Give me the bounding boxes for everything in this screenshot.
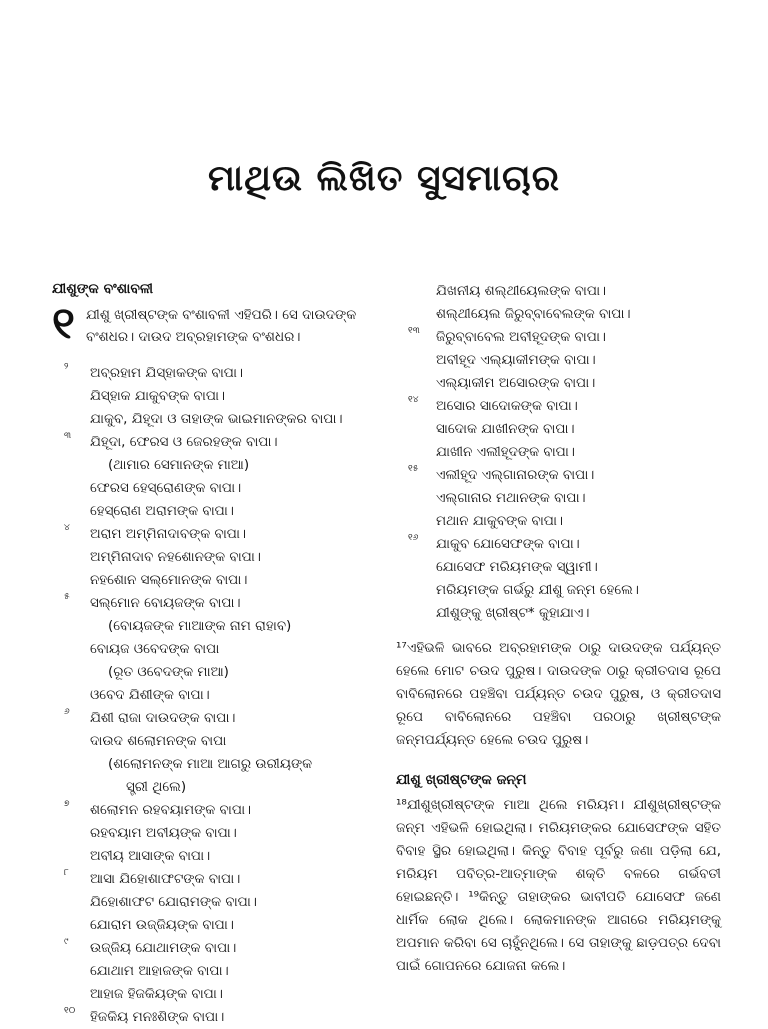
list-item [396,533,721,556]
list-item [396,441,721,464]
verse-text: ଏଲ୍ଗାନାର ମଥାନଙ୍କ ବାପା। [436,490,586,506]
verse-number: ୭ [64,799,70,809]
list-item [396,280,721,303]
verse-number: ୧୩ [408,326,420,336]
list-item [52,868,372,891]
list-item [52,385,372,408]
verse-text: ଯାକୁବ, ଯିହୂଦା ଓ ତାହାଙ୍କ ଭାଇମାନଙ୍କର ବାପା। [90,411,343,427]
verse-text: ଏଲୀହୂଦ ଏଲ୍ଗାନାରଙ୍କ ବାପା। [436,467,595,483]
list-item [52,684,372,707]
list-item [396,303,721,326]
list-item [396,395,721,418]
list-item [52,1006,372,1029]
list-item [52,638,372,661]
section-heading-birth: ଯୀଶୁ ଖ୍ରୀଷ୍ଟଙ୍କ ଜନ୍ମ [396,772,527,788]
chapter-intro-block [52,298,372,349]
verse-text: ଯିଖନୀୟ ଶଲ୍ଥୀୟେଲଙ୍କ ବାପା। [436,283,607,299]
verse-text: ଯୀଶୁଙ୍କୁ ଖ୍ରୀଷ୍ଟ* କୁହାଯାଏ। [436,605,590,621]
verse-number: ୫ [64,592,70,602]
verse-text: ଜିରୁବ୍ବାବେଲ ଅବୀହୂଦଙ୍କ ବାପା। [436,329,607,345]
verse-number: ୪ [64,523,70,533]
verse-text: ମଥାନ ଯାକୁବଙ୍କ ବାପା। [436,513,564,529]
left-column [52,280,372,1029]
list-item [396,418,721,441]
verse-text: ଯିଶୀ ରାଜା ଦାଉଦଙ୍କ ବାପା। [90,710,236,726]
list-item [52,960,372,983]
verse-text: ଯିହୂଦା, ଫେରସ ଓ ଜେରହଙ୍କ ବାପା। [90,434,278,450]
list-item [396,510,721,533]
list-item [52,776,372,799]
verse-number: ୯ [64,937,69,947]
list-item [396,487,721,510]
paragraph-verse-18-19: ¹⁸ଯୀଶୁଖ୍ରୀଷ୍ଟଙ୍କ ମାଆ ଥିଲେ ମରିୟମ। ଯୀଶୁଖ୍ରୀଷ୍ଟଙ୍କ ଜନ୍ମ ଏହିଭଳି ହୋଇଥିଲା। ମରିୟମଙ୍କର ଯୋସେଫଙ୍କ ସହିତ ବିବାହ ସ୍ଥିର ହୋଇଥିଲା। କିନ୍ତୁ ବିବାହ ପୂର୍ବରୁ ଜଣା ପଡ଼ିଲା ଯେ, ମରିୟମ ପବିତ୍ର-ଆତ୍ମାଙ୍କ ଶକ୍ତି ବଳରେ ଗର୍ଭବତୀ ହୋଇଛନ୍ତି। ¹⁹କିନ୍ତୁ ତାହାଙ୍କର ଭାବୀପତି ଯୋସେଫ ଜଣେ ଧାର୍ମିକ ଲୋକ ଥିଲେ। ଲୋକମାନଙ୍କ ଆଗରେ ମରିୟମଙ୍କୁ ଅପମାନ କରିବା ସେ ଚାହୁଁନଥିଲେ। ସେ ତାହାଙ୍କୁ ଛାଡ଼ପତ୍ର ଦେବା ପାଇଁ ଗୋପନରେ ଯୋଜନା କଲେ। [396,797,721,974]
verse-text: ଫେରସ ହେସ୍ରୋଣଙ୍କ ବାପା। [90,480,242,496]
verse-text: ରହବୟାମ ଅବୀୟଙ୍କ ବାପା। [90,825,237,841]
verse-text: ହେସ୍ରୋଣ ଅରାମଙ୍କ ବାପା। [90,503,234,519]
genealogy-list-left [52,362,372,1029]
verse-text: ଅରାମ ଅମ୍ମିନାଦାବଙ୍କ ବାପା। [90,526,247,542]
right-column [396,280,721,978]
verse-text: ସାଦୋକ ଯାଖୀନଙ୍କ ବାପା। [436,421,575,437]
verse-text: ଅବୀୟ ଆସାଙ୍କ ବାପା। [90,848,211,864]
list-item [52,937,372,960]
verse-number: ୩ [64,431,72,441]
verse-text: ଯିସ୍‌ହାକ ଯାକୁବଙ୍କ ବାପା। [90,388,226,404]
list-item [396,372,721,395]
verse-text: (ବୋୟଜଙ୍କ ମାଆଙ୍କ ନାମ ରାହାବ) [108,618,292,634]
verse-text: ଏଲ୍ୟାକୀମ ଅସୋରଙ୍କ ବାପା। [436,375,596,391]
list-item [396,349,721,372]
list-item [52,822,372,845]
verse-text: ଅବୀହୂଦ ଏଲ୍ୟାକୀମଙ୍କ ବାପା। [436,352,596,368]
chapter-number: ୧ [52,298,75,349]
list-item [396,464,721,487]
book-title: ମାଥିଉ ଲିଖିତ ସୁସମାଚାର [207,158,561,199]
list-item [52,546,372,569]
verse-text: ସଲ୍‌ମୋନ ବୋୟଜଙ୍କ ବାପା। [90,595,241,611]
verse-number: ୧୦ [64,1006,76,1016]
list-item [52,454,372,477]
verse-text: ଅମ୍ମିନାଦାବ ନହଶୋନଙ୍କ ବାପା। [90,549,261,565]
verse-number: ୬ [64,707,70,717]
list-item [396,556,721,579]
list-item [52,753,372,776]
verse-text: ଶଲ୍ଥୀୟେଲ ଜିରୁବ୍ବାବେଲଙ୍କ ବାପା। [436,306,631,322]
verse-text: ଯାକୁବ ଯୋସେଫଙ୍କ ବାପା। [436,536,580,552]
verse-text: ଯୋଥାମ ଆହାଜଙ୍କ ବାପା। [90,963,229,979]
list-item [52,730,372,753]
verse-text: ଅବ୍ରହାମ ଯିସ୍‌ହାକଙ୍କ ବାପା। [90,365,244,381]
chapter-intro-text: ଯୀଶୁ ଖ୍ରୀଷ୍ଟଙ୍କ ବଂଶାବଳୀ ଏହିପରି। ସେ ଦାଉଦଙ୍କ ବଂଶଧର। ଦାଉଦ ଅବ୍ରହାମଙ୍କ ବଂଶଧର। [86,307,357,345]
verse-text: ଆହାଜ ହିଜକିୟଙ୍କ ବାପା। [90,986,223,1002]
list-item [396,602,721,625]
verse-text: ଓବେଦ ଯିଶୀଙ୍କ ବାପା। [90,687,210,703]
verse-text: ଦାଉଦ ଶଲୋମନଙ୍କ ବାପା [90,733,227,749]
list-item [52,983,372,1006]
verse-number: ୮ [64,868,69,878]
list-item [52,845,372,868]
list-item [52,523,372,546]
verse-text: ନହଶୋନ ସଲ୍‌ମୋନଙ୍କ ବାପା। [90,572,248,588]
list-item [52,914,372,937]
verse-number: ୧୫ [408,464,419,474]
verse-text: (ଥାମାର ସେମାନଙ୍କ ମାଆ) [108,457,250,473]
list-item [52,799,372,822]
list-item [52,615,372,638]
paragraph-verse-17: ¹⁷ଏହିଭଳି ଭାବରେ ଅବ୍ରହାମଙ୍କ ଠାରୁ ଦାଉଦଙ୍କ ପର୍ଯ୍ୟନ୍ତ ହେଲେ ମୋଟ ଚଉଦ ପୁରୁଷ। ଦାଉଦଙ୍କ ଠାରୁ କ୍ରୀତଦାସ ରୂପେ ବାବିଲୋନରେ ପହଞ୍ଚିବା ପର୍ଯ୍ୟନ୍ତ ଚଉଦ ପୁରୁଷ, ଓ କ୍ରୀତଦାସ ରୂପେ ବାବିଲୋନରେ ପହଞ୍ଚିବା ପରଠାରୁ ଖ୍ରୀଷ୍ଟଙ୍କ ଜନ୍ମପର୍ଯ୍ୟନ୍ତ ହେଲେ ଚଉଦ ପୁରୁଷ। [396,640,721,748]
verse-text: ମରିୟମଙ୍କ ଗର୍ଭରୁ ଯୀଶୁ ଜନ୍ମ ହେଲେ। [436,582,639,598]
list-item [52,431,372,454]
verse-number: ୨ [64,362,69,372]
verse-text: ସ୍ତ୍ରୀ ଥିଲେ) [126,779,187,795]
list-item [52,362,372,385]
list-item [396,326,721,349]
verse-text: ଯାଖୀନ ଏଲୀହୂଦଙ୍କ ବାପା। [436,444,575,460]
verse-text: ଆସା ଯିହୋଶାଫଟଙ୍କ ବାପା। [90,871,241,887]
verse-number: ୧୬ [408,533,419,543]
list-item [52,477,372,500]
verse-text: ଶଲୋମନ ରହବୟାମଙ୍କ ବାପା। [90,802,252,818]
verse-text: ଯୋସେଫ ମରିୟମଙ୍କ ସ୍ୱାମୀ। [436,559,598,575]
list-item [52,408,372,431]
verse-text: ଯୋରାମ ଉଜ୍ଜିୟଙ୍କ ବାପା। [90,917,234,933]
list-item [52,592,372,615]
section-heading-genealogy: ଯୀଶୁଙ୍କ ବଂଶାବଳୀ [52,281,154,297]
list-item [52,500,372,523]
verse-text: ହିଜକିୟ ମନଃଶିଙ୍କ ବାପା। [90,1009,225,1025]
verse-text: ଉଜ୍ଜିୟ ଯୋଥାମଙ୍କ ବାପା। [90,940,237,956]
verse-text: ଅସୋର ସାଦୋକଙ୍କ ବାପା। [436,398,578,414]
verse-text: ଯିହୋଶାଫଟ ଯୋରାମଙ୍କ ବାପା। [90,894,257,910]
list-item [52,569,372,592]
list-item [52,891,372,914]
verse-text: (ଶଲୋମନଙ୍କ ମାଆ ଆଗରୁ ଉରୀୟଙ୍କ [108,756,313,772]
list-item [52,707,372,730]
list-item [52,661,372,684]
list-item [396,579,721,602]
genealogy-list-right [396,280,721,625]
verse-text: ବୋୟଜ ଓବେଦଙ୍କ ବାପା [90,641,220,657]
verse-number: ୧୪ [408,395,419,405]
verse-text: (ରୂତ ଓବେଦଙ୍କ ମାଆ) [108,664,229,680]
